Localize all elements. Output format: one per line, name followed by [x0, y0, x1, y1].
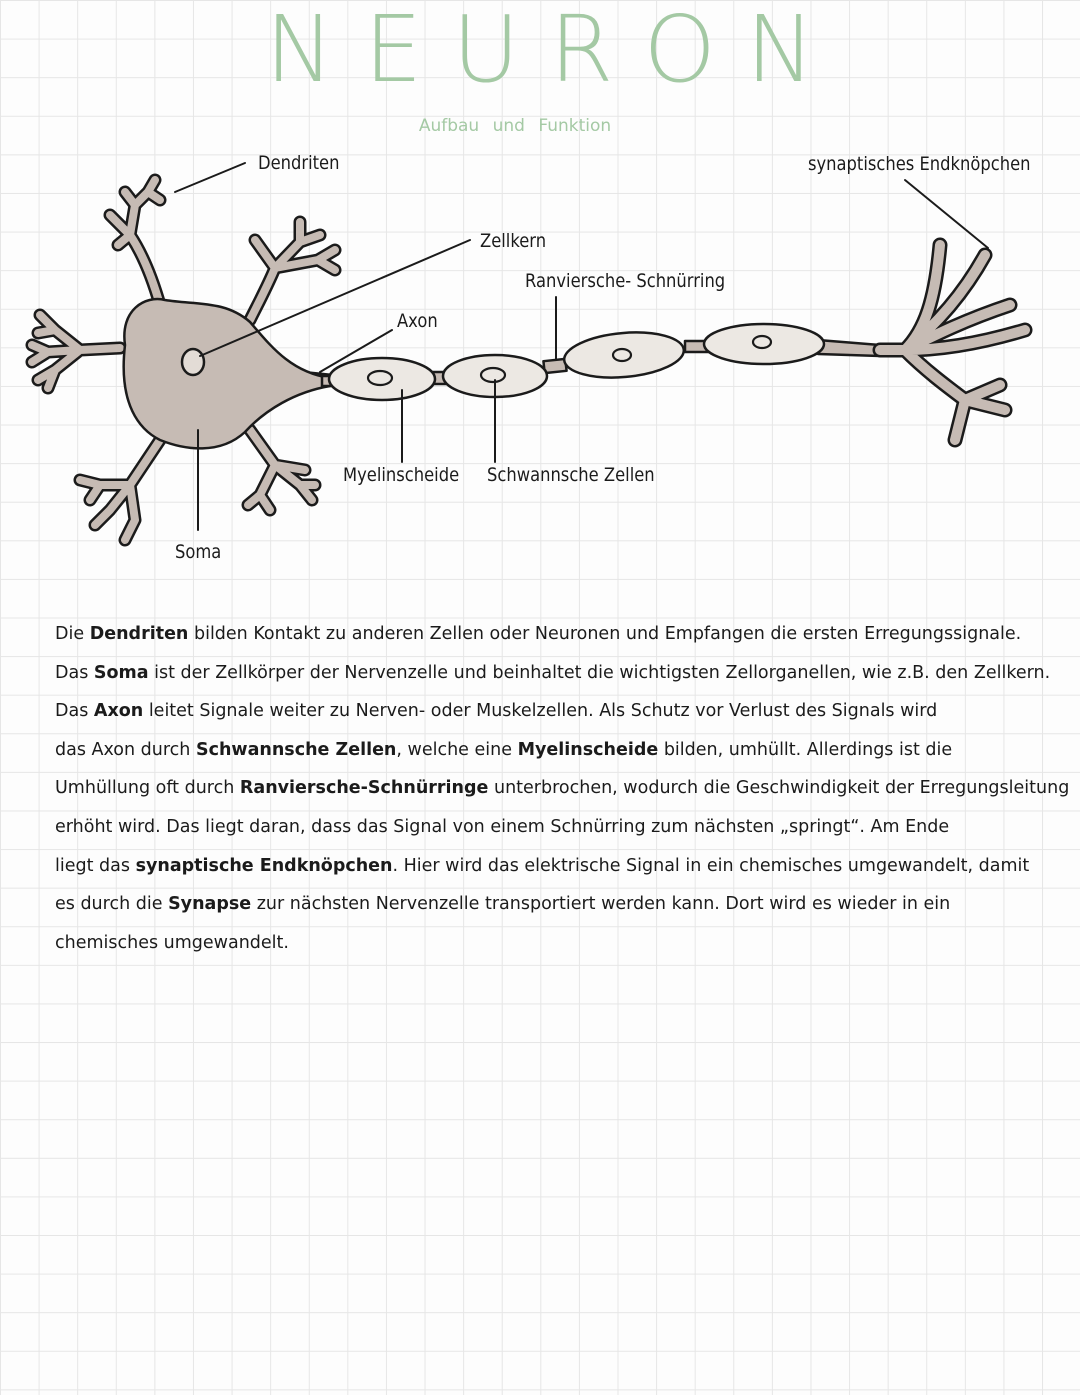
page-title: NEURON — [265, 0, 845, 103]
text-run: Die — [55, 624, 85, 644]
label-zellkern: Zellkern — [480, 230, 547, 252]
neuron-diagram — [0, 130, 1080, 570]
text-line — [55, 731, 1045, 770]
soma-body — [124, 299, 330, 448]
term-synapse: Synapse — [168, 894, 252, 915]
label-ranvier: Ranviersche- Schnürring — [525, 270, 726, 292]
nucleus — [182, 349, 204, 375]
term-axon: Axon — [93, 701, 144, 722]
term-dendriten: Dendriten — [89, 624, 189, 644]
term-endknoepfchen: synaptische Endknöpchen — [135, 855, 393, 876]
text-run: zur nächsten Nervenzelle transportiert werden kann. Dort wird es wieder in ein — [256, 894, 951, 915]
term-ranvier: Ranviersche-Schnürringe — [239, 778, 489, 799]
label-myelinscheide: Myelinscheide — [343, 464, 460, 486]
text-run: Das — [55, 662, 89, 683]
text-run: , welche eine — [396, 739, 512, 760]
text-line — [55, 769, 1070, 808]
page-subtitle: Aufbau und Funktion — [418, 116, 612, 136]
label-endknoepfchen: synaptisches Endknöpchen — [808, 153, 1031, 175]
text-line — [55, 692, 1045, 731]
text-line — [55, 924, 1045, 963]
myelin-segments — [329, 324, 824, 400]
explanation-text — [55, 615, 1070, 962]
text-run: bilden Kontakt zu anderen Zellen oder Neuronen und Empfangen die ersten Erregungssignale. — [193, 624, 1022, 644]
term-soma: Soma — [93, 662, 149, 683]
text-run: liegt das — [55, 855, 130, 876]
text-line — [55, 885, 1045, 924]
text-run: chemisches umgewandelt. — [55, 932, 289, 953]
text-line — [55, 847, 1045, 886]
text-line — [55, 615, 1045, 654]
text-run: . Hier wird das elektrische Signal in ein chemisches umgewandelt, damit — [392, 855, 1030, 876]
label-schwann: Schwannsche Zellen — [487, 464, 655, 486]
axon-terminal — [880, 245, 1025, 440]
term-myelinscheide: Myelinscheide — [517, 739, 659, 760]
text-run: Das — [55, 701, 89, 722]
text-run: ist der Zellkörper der Nervenzelle und beinhaltet die wichtigsten Zellorganellen, wie z.B. den Zellkern. — [154, 662, 1051, 683]
text-run: bilden, umhüllt. Allerdings ist die — [663, 739, 953, 760]
text-run: leitet Signale weiter zu Nerven- oder Muskelzellen. Als Schutz vor Verlust des Signals wird — [148, 701, 938, 722]
text-run: Umhüllung oft durch — [55, 778, 235, 799]
text-run: unterbrochen, wodurch die Geschwindigkeit der Erregungsleitung — [493, 778, 1070, 799]
label-axon: Axon — [397, 310, 438, 332]
text-run: es durch die — [55, 894, 163, 915]
term-schwann: Schwannsche Zellen — [195, 739, 397, 760]
text-line — [55, 654, 1051, 693]
label-soma: Soma — [175, 541, 222, 563]
label-dendriten: Dendriten — [258, 152, 340, 174]
text-line — [55, 808, 1045, 847]
text-run: erhöht wird. Das liegt daran, dass das Signal von einem Schnürring zum nächsten „springt“. Am Ende — [55, 816, 950, 837]
text-run: das Axon durch — [55, 739, 191, 760]
